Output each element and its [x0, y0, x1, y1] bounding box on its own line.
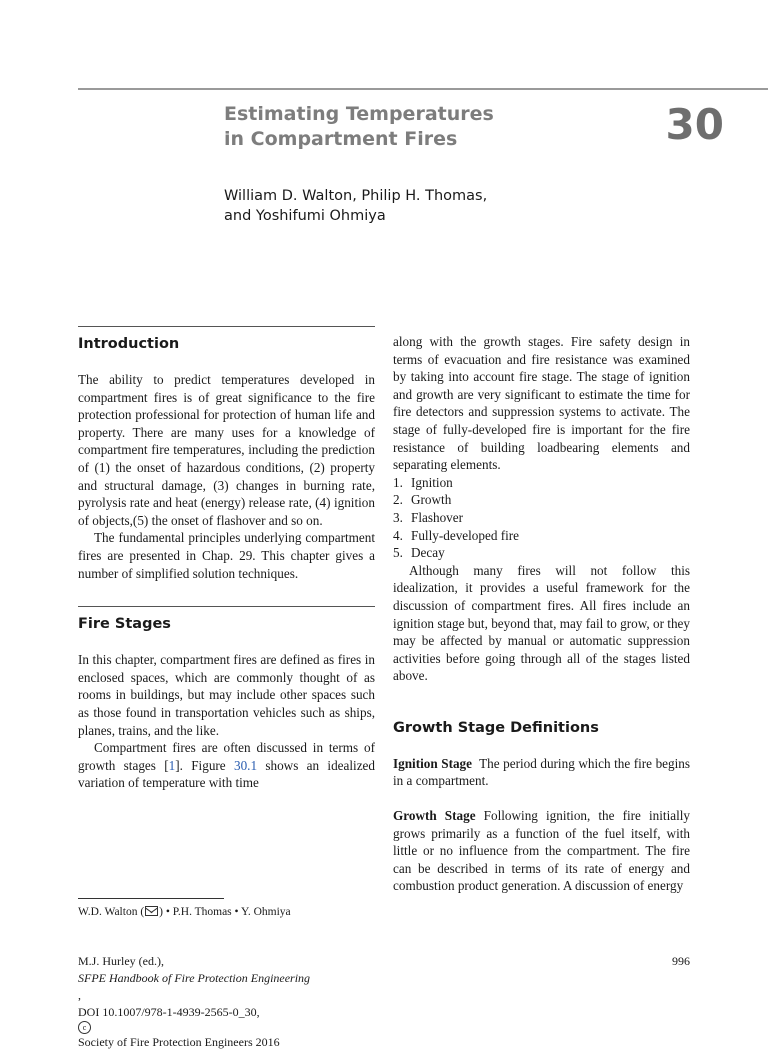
list-item — [393, 509, 690, 527]
page-number: 996 — [672, 954, 690, 968]
introduction-heading: Introduction — [78, 336, 180, 352]
list-label: Decay — [411, 545, 445, 561]
footnote-rule — [78, 898, 224, 899]
text-run: , — [78, 988, 81, 1002]
run-in-term: Ignition Stage — [393, 755, 473, 771]
book-title: SFPE Handbook of Fire Protection Engineering — [78, 971, 311, 985]
list-item — [393, 544, 690, 562]
section-rule — [78, 326, 375, 327]
copyright-icon: c — [78, 1021, 91, 1034]
list-label: Flashover — [411, 509, 464, 525]
text-run: ]. Figure — [175, 757, 234, 773]
chapter-number: 30 — [665, 100, 724, 149]
chapter-title — [224, 102, 494, 152]
text-run: shows an idealized variation of temperature with time — [78, 757, 376, 791]
text-run: W.D. Walton ( — [78, 906, 145, 918]
copyright-text: Society of Fire Protection Engineers 2016 — [78, 1035, 280, 1049]
fire-stages-paragraph-2 — [78, 739, 375, 792]
list-number: 2. — [393, 492, 403, 508]
author-footnote — [78, 905, 291, 920]
header-rule — [78, 88, 768, 90]
fire-stages-heading: Fire Stages — [78, 616, 171, 633]
fire-stages-list — [393, 474, 690, 562]
ignition-stage-definition — [393, 755, 690, 790]
right-paragraph-1: along with the growth stages. Fire safety design in terms of evacuation and fire resistance was examined by taking into account fire stage. The stage of ignition and growth are very significant to estimate the time for fire detectors and suppression systems to activate. The stage of fully-developed fire is important for the fire resistance of building loadbearing elements and separating elements. — [393, 334, 690, 473]
introduction-paragraph-2: The fundamental principles underlying compartment fires are presented in Chap. 29. This chapter gives a number of simplified solution techniques. — [78, 530, 375, 581]
fire-stages-paragraph-1: In this chapter, compartment fires are defined as fires in enclosed spaces, which are commonly thought of as rooms in buildings, but may include other spaces such as those found in transportation vehicles such as ships, planes, trains, and the like. — [78, 652, 375, 738]
run-in-term: Growth Stage — [393, 808, 476, 824]
definition-text: The period during which the fire begins in a compartment. — [393, 755, 690, 789]
introduction-paragraph-1: The ability to predict temperatures developed in compartment fires is of great significance to the fire protection professional for protection of human life and property. There are many uses for a knowledge of compartment fire temperatures, including the prediction of (1) the onset of hazardous conditions, (2) property and structural damage, (3) changes in burning rate, pyrolysis rate and heat (energy) release rate, (4) ignition of objects,(5) the onset of flashover and so on. — [78, 372, 375, 528]
citation-footer — [78, 953, 310, 1051]
list-item — [393, 491, 690, 509]
figure-link-30-1[interactable]: 30.1 — [233, 757, 258, 773]
growth-stage-definitions-heading: Growth Stage Definitions — [393, 719, 599, 736]
list-label: Fully-developed fire — [411, 527, 520, 543]
list-label: Growth — [411, 492, 452, 508]
right-column — [393, 333, 690, 895]
growth-stage-definition — [393, 807, 690, 895]
list-item — [393, 527, 690, 545]
authors-line1: William D. Walton, Philip H. Thomas, — [224, 188, 488, 204]
list-number: 5. — [393, 545, 403, 561]
doi-line — [78, 1004, 310, 1051]
citation-line — [78, 953, 310, 1004]
authors-line2: and Yoshifumi Ohmiya — [224, 208, 386, 224]
left-column — [78, 326, 375, 792]
doi: DOI 10.1007/978-1-4939-2565-0_30, — [78, 1005, 260, 1019]
list-number: 1. — [393, 474, 403, 490]
text-run: ) • P.H. Thomas • Y. Ohmiya — [159, 906, 291, 918]
reference-link-1[interactable]: 1 — [168, 757, 176, 773]
section-rule — [78, 606, 375, 607]
list-number: 4. — [393, 527, 403, 543]
definition-text: Following ignition, the fire initially grows primarily as a function of the fuel itself, with little or no influence from the compartment. The fire can be described in terms of its rate of energy and combustion product generation. A discussion of energy — [393, 808, 691, 894]
right-paragraph-2: Although many fires will not follow this idealization, it provides a useful framework for the discussion of compartment fires. All fires include an ignition stage but, beyond that, may fail to grow, or they may be affected by manual or automatic suppression activities before going through all of the stages listed above. — [393, 562, 690, 684]
list-label: Ignition — [411, 474, 453, 490]
text-run: M.J. Hurley (ed.), — [78, 954, 164, 968]
text-run: Compartment fires are often discussed in terms of growth stages [ — [78, 740, 375, 773]
envelope-icon[interactable] — [145, 906, 158, 916]
list-number: 3. — [393, 509, 403, 525]
chapter-title-line2: in Compartment Fires — [224, 128, 458, 150]
authors — [224, 186, 487, 226]
chapter-title-line1: Estimating Temperatures — [224, 103, 494, 125]
list-item — [393, 474, 690, 492]
